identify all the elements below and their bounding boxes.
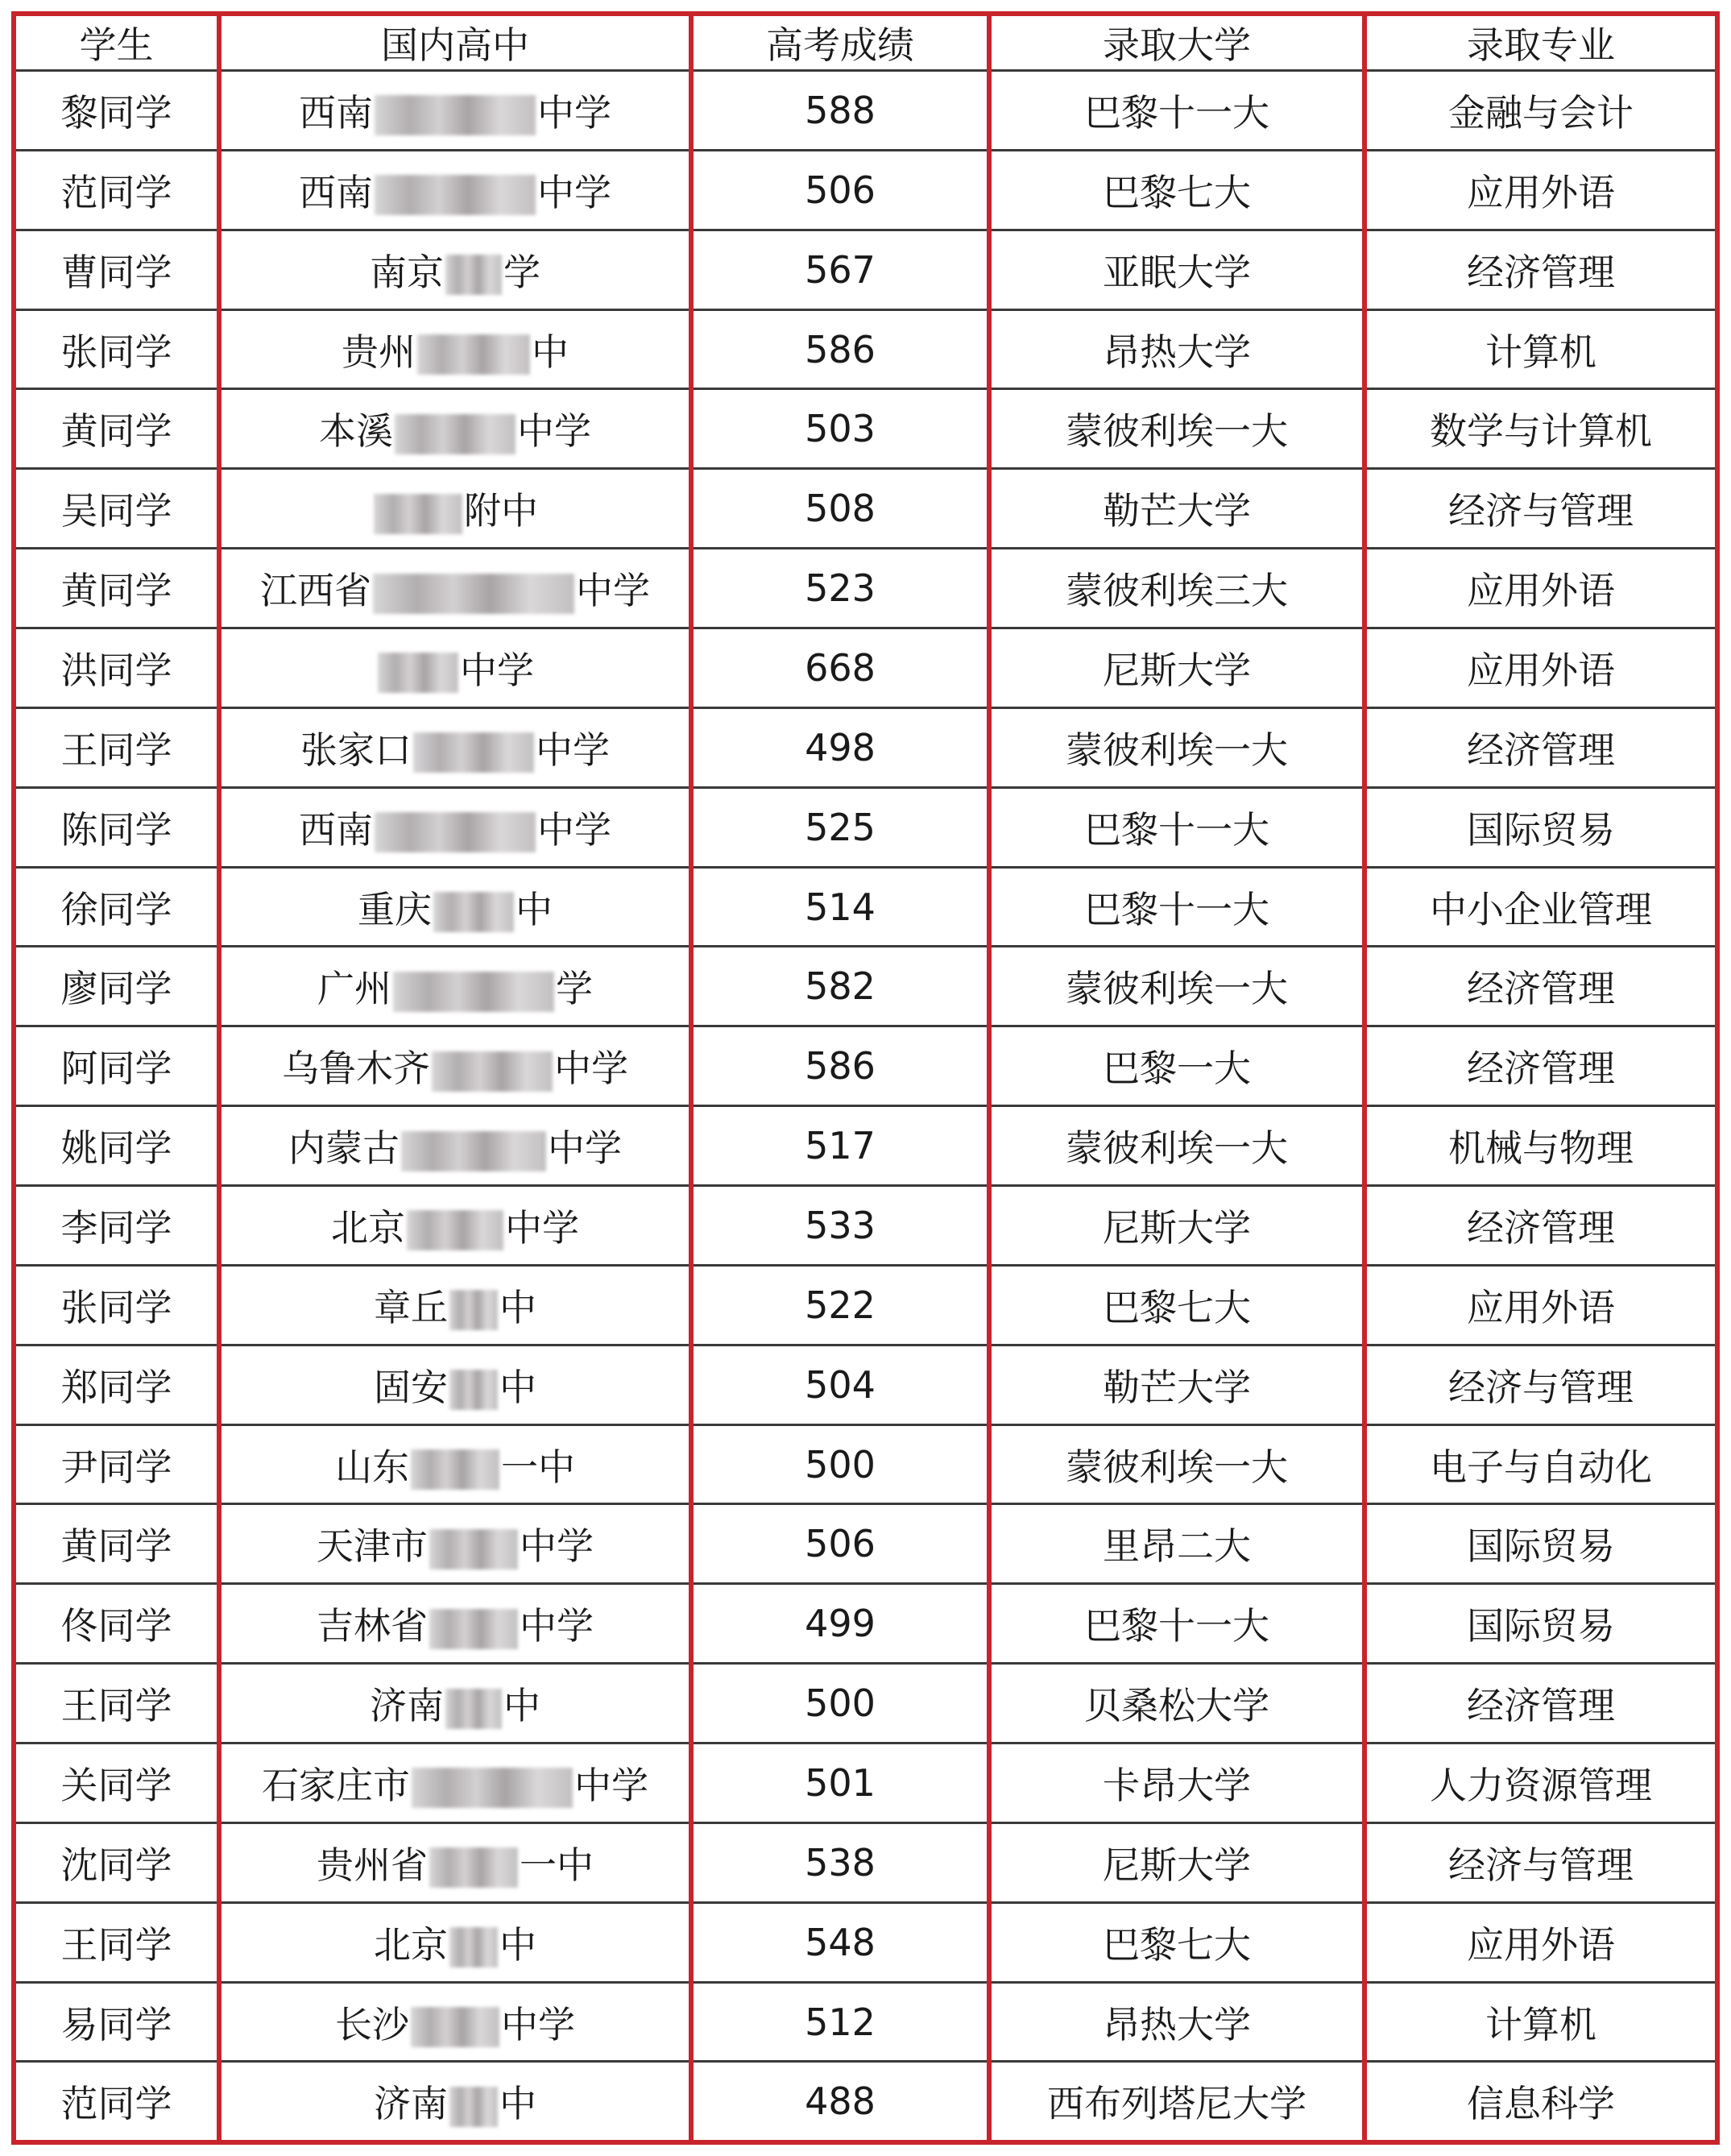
school-suffix: 中学 (517, 409, 591, 454)
cell-school (219, 1345, 691, 1424)
cell-university: 巴黎十一大 (989, 787, 1365, 867)
cell-score: 514 (691, 867, 989, 947)
cell-major: 应用外语 (1365, 628, 1715, 708)
school-suffix: 中学 (548, 1126, 622, 1171)
cell-student: 关同学 (16, 1743, 219, 1823)
cell-score: 525 (691, 787, 989, 867)
cell-university: 巴黎七大 (989, 150, 1365, 230)
cell-university: 巴黎七大 (989, 1902, 1365, 1982)
cell-school (219, 628, 691, 708)
cell-school (219, 1186, 691, 1266)
cell-school (219, 1584, 691, 1664)
table-row (16, 1982, 1715, 2062)
school-suffix: 一中 (520, 1843, 594, 1887)
cell-university: 贝桑松大学 (989, 1664, 1365, 1743)
cell-school (219, 2062, 691, 2140)
school-prefix: 西南 (299, 170, 373, 214)
cell-student: 徐同学 (16, 867, 219, 947)
cell-score: 512 (691, 1982, 989, 2062)
cell-school (219, 707, 691, 787)
table-row (16, 309, 1715, 389)
cell-student: 阿同学 (16, 1026, 219, 1106)
cell-major: 应用外语 (1365, 549, 1715, 628)
cell-major: 经济与管理 (1365, 469, 1715, 549)
school-prefix: 山东 (335, 1445, 409, 1489)
cell-student: 张同学 (16, 309, 219, 389)
cell-student: 王同学 (16, 1902, 219, 1982)
school-suffix: 中学 (505, 1205, 579, 1250)
cell-major: 信息科学 (1365, 2062, 1715, 2140)
cell-score: 523 (691, 549, 989, 628)
cell-school (219, 389, 691, 469)
redacted-blur (374, 494, 462, 534)
redacted-blur (375, 95, 536, 135)
cell-score: 522 (691, 1265, 989, 1345)
redacted-blur (378, 653, 458, 693)
cell-score: 506 (691, 1504, 989, 1584)
cell-major: 经济与管理 (1365, 1345, 1715, 1424)
school-prefix: 江西省 (260, 569, 371, 613)
school-suffix: 中学 (537, 90, 611, 135)
redacted-blur (375, 175, 536, 215)
redacted-blur (375, 812, 536, 852)
cell-school (219, 150, 691, 230)
cell-major: 人力资源管理 (1365, 1743, 1715, 1823)
header-student: 学生 (79, 23, 154, 67)
cell-university: 尼斯大学 (989, 1186, 1365, 1266)
school-suffix: 中 (499, 1922, 536, 1967)
cell-student: 吴同学 (16, 469, 219, 549)
redacted-blur (407, 1210, 503, 1250)
cell-student: 王同学 (16, 707, 219, 787)
cell-university: 蒙彼利埃一大 (989, 1106, 1365, 1186)
school-suffix: 中学 (520, 1604, 594, 1648)
cell-score: 500 (691, 1424, 989, 1504)
school-prefix: 张家口 (300, 728, 412, 772)
cell-score: 499 (691, 1584, 989, 1664)
cell-major: 应用外语 (1365, 150, 1715, 230)
cell-major: 经济管理 (1365, 947, 1715, 1026)
redacted-blur (412, 1768, 573, 1808)
cell-score: 533 (691, 1186, 989, 1266)
cell-university: 巴黎七大 (989, 1265, 1365, 1345)
redacted-blur (429, 1847, 518, 1888)
cell-university: 里昂二大 (989, 1504, 1365, 1584)
cell-major: 应用外语 (1365, 1902, 1715, 1982)
table-row (16, 2062, 1715, 2140)
cell-university: 蒙彼利埃一大 (989, 707, 1365, 787)
table-row (16, 389, 1715, 469)
redacted-blur (445, 255, 502, 295)
cell-major: 经济管理 (1365, 707, 1715, 787)
table-row (16, 1504, 1715, 1584)
school-prefix: 内蒙古 (288, 1126, 400, 1171)
school-prefix: 固安 (374, 1365, 448, 1409)
cell-school (219, 1743, 691, 1823)
school-suffix: 一中 (501, 1445, 575, 1489)
cell-student: 廖同学 (16, 947, 219, 1026)
cell-score: 567 (691, 230, 989, 309)
cell-school (219, 787, 691, 867)
school-suffix: 学 (556, 967, 593, 1011)
school-suffix: 中学 (536, 728, 610, 772)
school-prefix: 西南 (299, 807, 373, 852)
cell-score: 500 (691, 1664, 989, 1743)
school-suffix: 中 (532, 330, 569, 374)
cell-score: 501 (691, 1743, 989, 1823)
table-row (16, 1345, 1715, 1424)
cell-school (219, 469, 691, 549)
cell-major: 计算机 (1365, 1982, 1715, 2062)
table-row (16, 150, 1715, 230)
school-prefix: 章丘 (374, 1285, 448, 1329)
table-row (16, 1026, 1715, 1106)
redacted-blur (429, 1529, 518, 1569)
cell-student: 黄同学 (16, 1504, 219, 1584)
school-prefix: 北京 (331, 1205, 405, 1250)
school-suffix: 附中 (464, 489, 538, 533)
cell-university: 西布列塔尼大学 (989, 2062, 1365, 2140)
cell-student: 黄同学 (16, 549, 219, 628)
redacted-blur (413, 732, 534, 773)
cell-score: 504 (691, 1345, 989, 1424)
admissions-table (16, 16, 1715, 2140)
cell-university: 勒芒大学 (989, 469, 1365, 549)
cell-student: 黎同学 (16, 71, 219, 151)
cell-student: 李同学 (16, 1186, 219, 1266)
school-prefix: 广州 (317, 967, 391, 1011)
cell-school (219, 1504, 691, 1584)
table-row (16, 1424, 1715, 1504)
redacted-blur (449, 1290, 498, 1330)
table-row (16, 1664, 1715, 1743)
cell-school (219, 867, 691, 947)
header-university: 录取大学 (989, 16, 1365, 71)
cell-school (219, 1902, 691, 1982)
school-prefix: 长沙 (335, 2002, 409, 2046)
table-row (16, 549, 1715, 628)
school-suffix: 中学 (574, 1763, 648, 1807)
cell-major: 国际贸易 (1365, 787, 1715, 867)
table-row (16, 230, 1715, 309)
table-row (16, 707, 1715, 787)
redacted-blur (393, 972, 554, 1012)
cell-university: 尼斯大学 (989, 1822, 1365, 1902)
header-score: 高考成绩 (691, 16, 989, 71)
cell-student: 曹同学 (16, 230, 219, 309)
cell-score: 503 (691, 389, 989, 469)
redacted-blur (432, 1051, 553, 1092)
cell-score: 586 (691, 309, 989, 389)
table-row (16, 1584, 1715, 1664)
cell-school (219, 549, 691, 628)
school-suffix: 中 (499, 2082, 536, 2126)
cell-major: 金融与会计 (1365, 71, 1715, 151)
cell-school (219, 1106, 691, 1186)
cell-student: 陈同学 (16, 787, 219, 867)
table-row (16, 1265, 1715, 1345)
school-suffix: 中学 (520, 1524, 594, 1569)
cell-major: 国际贸易 (1365, 1504, 1715, 1584)
cell-score: 668 (691, 628, 989, 708)
cell-university: 昂热大学 (989, 309, 1365, 389)
cell-major: 机械与物理 (1365, 1106, 1715, 1186)
cell-school (219, 1424, 691, 1504)
header-major: 录取专业 (1365, 16, 1715, 71)
cell-major: 应用外语 (1365, 1265, 1715, 1345)
redacted-blur (449, 1927, 498, 1967)
school-prefix: 贵州省 (317, 1843, 428, 1887)
cell-school (219, 230, 691, 309)
table-row (16, 1822, 1715, 1902)
redacted-blur (411, 1449, 499, 1490)
table-body (16, 71, 1715, 2141)
table-row (16, 1743, 1715, 1823)
school-suffix: 中学 (576, 569, 650, 613)
cell-university: 巴黎一大 (989, 1026, 1365, 1106)
cell-score: 588 (691, 71, 989, 151)
redacted-blur (449, 2087, 498, 2127)
redacted-blur (429, 1609, 518, 1649)
cell-score: 508 (691, 469, 989, 549)
cell-score: 538 (691, 1822, 989, 1902)
cell-university: 勒芒大学 (989, 1345, 1365, 1424)
table-row (16, 71, 1715, 151)
cell-school (219, 1982, 691, 2062)
school-prefix: 吉林省 (317, 1604, 428, 1648)
school-prefix: 石家庄市 (262, 1763, 410, 1807)
redacted-blur (433, 892, 514, 932)
school-suffix: 中学 (554, 1047, 628, 1091)
cell-score: 517 (691, 1106, 989, 1186)
school-suffix: 中 (503, 1684, 540, 1728)
cell-university: 巴黎十一大 (989, 71, 1365, 151)
redacted-blur (445, 1689, 502, 1729)
school-suffix: 中学 (537, 170, 611, 214)
table-row (16, 1902, 1715, 1982)
cell-student: 范同学 (16, 150, 219, 230)
school-suffix: 中学 (501, 2002, 575, 2046)
school-suffix: 中 (499, 1365, 536, 1409)
cell-student: 张同学 (16, 1265, 219, 1345)
cell-student: 郑同学 (16, 1345, 219, 1424)
cell-score: 548 (691, 1902, 989, 1982)
school-prefix: 天津市 (317, 1524, 428, 1569)
cell-major: 国际贸易 (1365, 1584, 1715, 1664)
cell-university: 卡昂大学 (989, 1743, 1365, 1823)
cell-major: 经济与管理 (1365, 1822, 1715, 1902)
redacted-blur (417, 334, 530, 375)
table-row (16, 628, 1715, 708)
cell-student: 沈同学 (16, 1822, 219, 1902)
header-school: 国内高中 (219, 16, 691, 71)
cell-score: 506 (691, 150, 989, 230)
school-prefix: 重庆 (358, 887, 432, 931)
cell-student: 尹同学 (16, 1424, 219, 1504)
cell-score: 498 (691, 707, 989, 787)
cell-major: 经济管理 (1365, 1026, 1715, 1106)
cell-student: 姚同学 (16, 1106, 219, 1186)
cell-school (219, 71, 691, 151)
cell-school (219, 1026, 691, 1106)
table-row (16, 469, 1715, 549)
cell-university: 昂热大学 (989, 1982, 1365, 2062)
school-prefix: 贵州 (342, 330, 416, 374)
cell-school (219, 1822, 691, 1902)
cell-university: 蒙彼利埃一大 (989, 1424, 1365, 1504)
school-prefix: 本溪 (319, 409, 393, 454)
cell-major: 中小企业管理 (1365, 867, 1715, 947)
cell-university: 蒙彼利埃三大 (989, 549, 1365, 628)
school-prefix: 南京 (370, 250, 444, 294)
school-suffix: 中学 (537, 807, 611, 852)
cell-school (219, 1664, 691, 1743)
school-suffix: 中 (499, 1285, 536, 1329)
cell-university: 巴黎十一大 (989, 867, 1365, 947)
table-row (16, 867, 1715, 947)
table-header-row (16, 16, 1715, 71)
cell-student: 洪同学 (16, 628, 219, 708)
table-row (16, 947, 1715, 1026)
school-prefix: 济南 (374, 2082, 448, 2126)
school-prefix: 北京 (374, 1922, 448, 1967)
cell-major: 经济管理 (1365, 1186, 1715, 1266)
cell-major: 电子与自动化 (1365, 1424, 1715, 1504)
table-row (16, 1186, 1715, 1266)
school-prefix: 济南 (370, 1684, 444, 1728)
school-prefix: 西南 (299, 90, 373, 135)
redacted-blur (411, 2007, 499, 2047)
cell-score: 488 (691, 2062, 989, 2140)
cell-school (219, 309, 691, 389)
cell-school (219, 947, 691, 1026)
school-suffix: 中 (516, 887, 553, 931)
cell-student: 范同学 (16, 2062, 219, 2140)
admissions-table-frame (11, 11, 1720, 2145)
cell-university: 亚眠大学 (989, 230, 1365, 309)
cell-score: 582 (691, 947, 989, 1026)
cell-university: 巴黎十一大 (989, 1584, 1365, 1664)
cell-score: 586 (691, 1026, 989, 1106)
redacted-blur (401, 1131, 546, 1171)
cell-major: 经济管理 (1365, 230, 1715, 309)
cell-student: 佟同学 (16, 1584, 219, 1664)
redacted-blur (449, 1370, 498, 1410)
cell-university: 蒙彼利埃一大 (989, 947, 1365, 1026)
table-row (16, 787, 1715, 867)
school-prefix: 乌鲁木齐 (282, 1047, 430, 1091)
school-suffix: 中学 (460, 648, 534, 692)
redacted-blur (373, 574, 574, 614)
cell-student: 王同学 (16, 1664, 219, 1743)
cell-university: 蒙彼利埃一大 (989, 389, 1365, 469)
school-suffix: 学 (503, 250, 540, 294)
cell-major: 数学与计算机 (1365, 389, 1715, 469)
cell-university: 尼斯大学 (989, 628, 1365, 708)
cell-major: 计算机 (1365, 309, 1715, 389)
cell-student: 易同学 (16, 1982, 219, 2062)
redacted-blur (395, 414, 516, 454)
cell-major: 经济管理 (1365, 1664, 1715, 1743)
cell-school (219, 1265, 691, 1345)
table-row (16, 1106, 1715, 1186)
cell-student: 黄同学 (16, 389, 219, 469)
